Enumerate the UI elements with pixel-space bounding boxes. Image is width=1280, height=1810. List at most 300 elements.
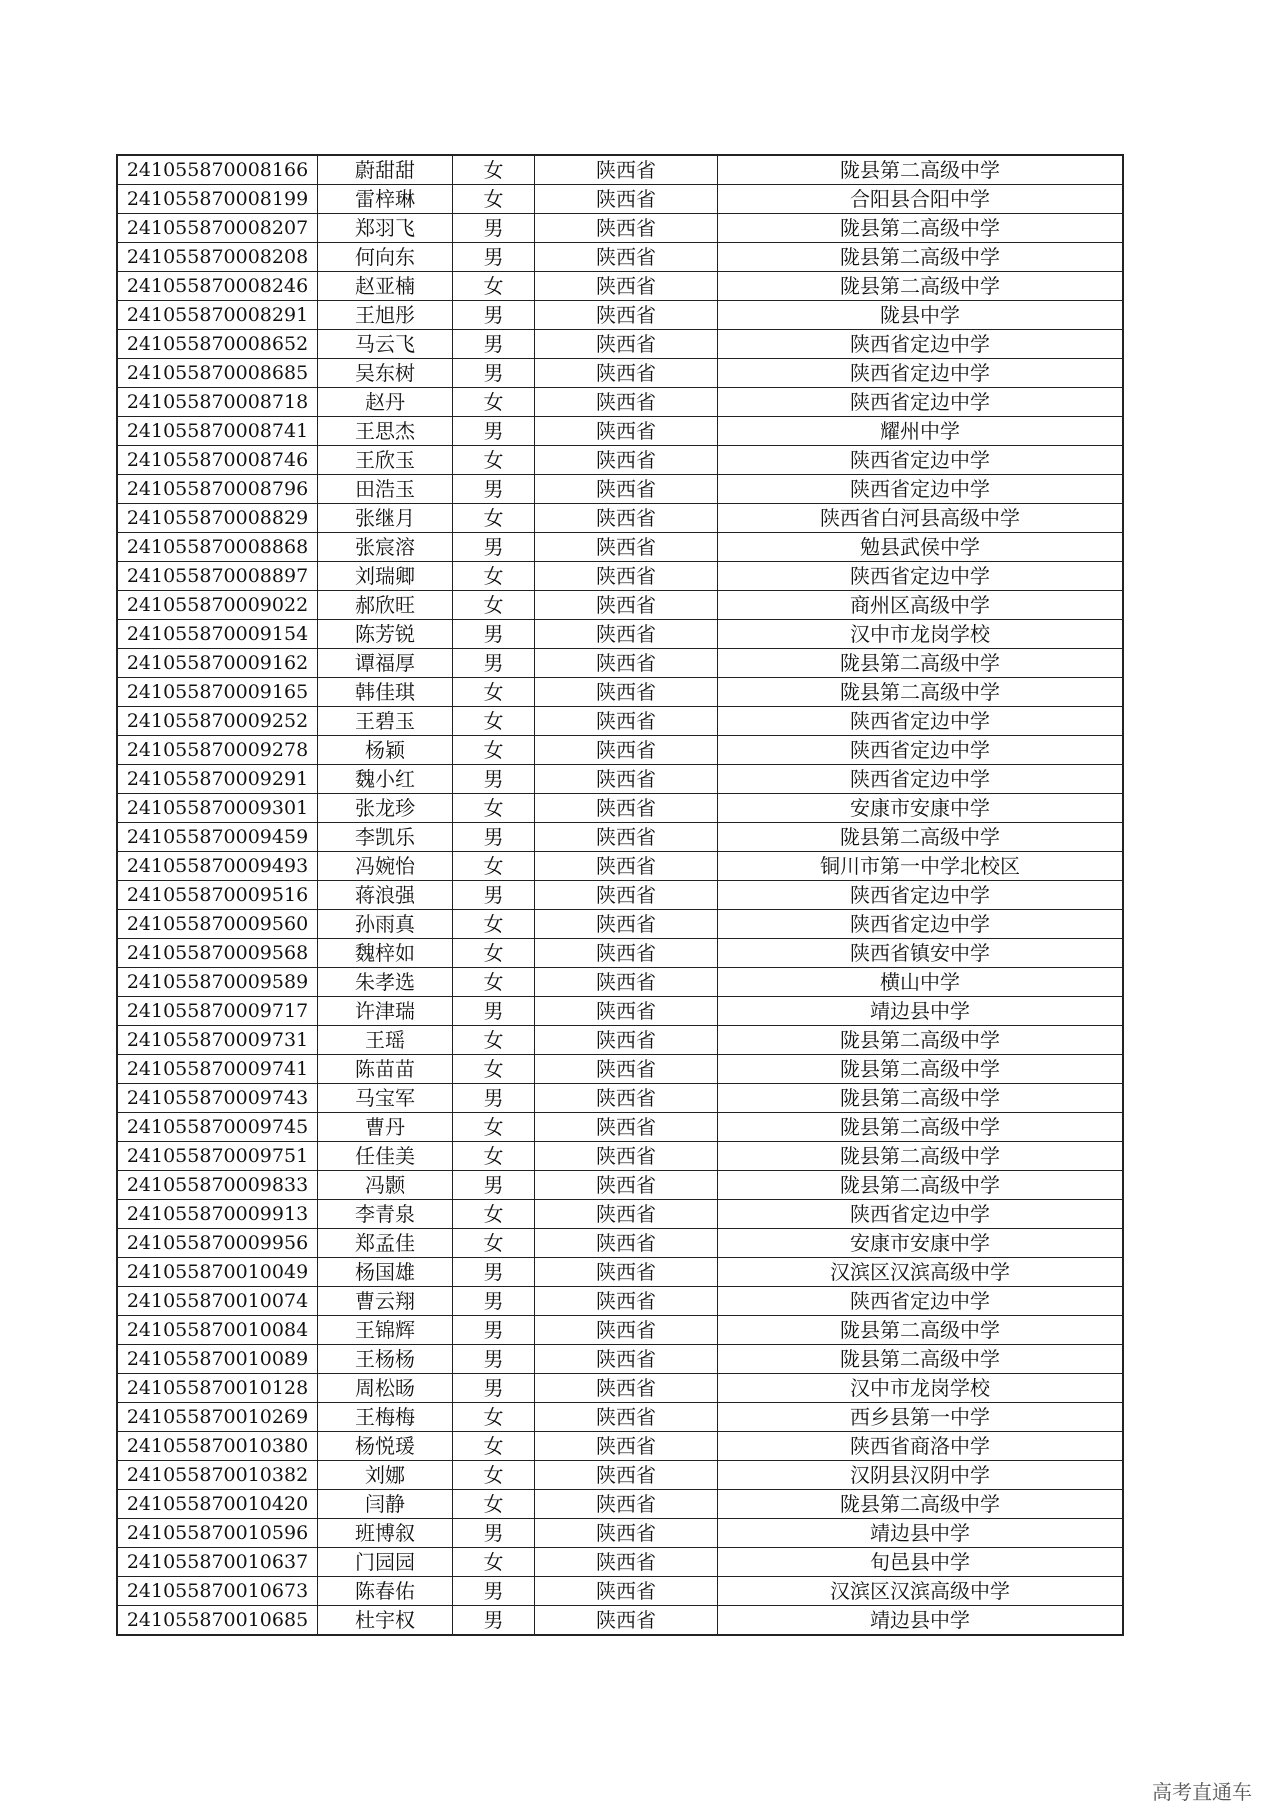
gender-cell: 女 xyxy=(453,1490,535,1519)
province-cell: 陕西省 xyxy=(535,417,718,446)
exam-number-cell: 241055870009568 xyxy=(117,939,318,968)
exam-number-cell: 241055870010128 xyxy=(117,1374,318,1403)
table-row xyxy=(117,1316,1123,1345)
name-cell: 刘娜 xyxy=(318,1461,453,1490)
table-row xyxy=(117,765,1123,794)
school-cell: 陇县第二高级中学 xyxy=(718,1316,1124,1345)
table-row xyxy=(117,1577,1123,1606)
school-cell: 陇县中学 xyxy=(718,301,1124,330)
gender-cell: 男 xyxy=(453,301,535,330)
gender-cell: 男 xyxy=(453,330,535,359)
exam-number-cell: 241055870008291 xyxy=(117,301,318,330)
table-row xyxy=(117,939,1123,968)
exam-number-cell: 241055870009022 xyxy=(117,591,318,620)
gender-cell: 男 xyxy=(453,1287,535,1316)
school-cell: 陇县第二高级中学 xyxy=(718,678,1124,707)
name-cell: 陈苗苗 xyxy=(318,1055,453,1084)
table-row xyxy=(117,1171,1123,1200)
gender-cell: 女 xyxy=(453,678,535,707)
table-row xyxy=(117,823,1123,852)
school-cell: 靖边县中学 xyxy=(718,997,1124,1026)
name-cell: 曹云翔 xyxy=(318,1287,453,1316)
gender-cell: 女 xyxy=(453,504,535,533)
school-cell: 商州区高级中学 xyxy=(718,591,1124,620)
student-table xyxy=(116,154,1124,1636)
table-row xyxy=(117,243,1123,272)
school-cell: 汉中市龙岗学校 xyxy=(718,620,1124,649)
school-cell: 陕西省商洛中学 xyxy=(718,1432,1124,1461)
school-cell: 陇县第二高级中学 xyxy=(718,1171,1124,1200)
province-cell: 陕西省 xyxy=(535,678,718,707)
name-cell: 张继月 xyxy=(318,504,453,533)
province-cell: 陕西省 xyxy=(535,881,718,910)
table-row xyxy=(117,1229,1123,1258)
gender-cell: 女 xyxy=(453,852,535,881)
exam-number-cell: 241055870009165 xyxy=(117,678,318,707)
table-row xyxy=(117,1200,1123,1229)
table-row xyxy=(117,475,1123,504)
name-cell: 王瑶 xyxy=(318,1026,453,1055)
gender-cell: 女 xyxy=(453,272,535,301)
gender-cell: 女 xyxy=(453,591,535,620)
name-cell: 蒋浪强 xyxy=(318,881,453,910)
gender-cell: 女 xyxy=(453,794,535,823)
exam-number-cell: 241055870009291 xyxy=(117,765,318,794)
table-row xyxy=(117,301,1123,330)
gender-cell: 女 xyxy=(453,1548,535,1577)
gender-cell: 男 xyxy=(453,1606,535,1636)
school-cell: 安康市安康中学 xyxy=(718,794,1124,823)
exam-number-cell: 241055870008897 xyxy=(117,562,318,591)
gender-cell: 男 xyxy=(453,214,535,243)
school-cell: 陕西省定边中学 xyxy=(718,330,1124,359)
province-cell: 陕西省 xyxy=(535,1432,718,1461)
table-row xyxy=(117,1606,1123,1636)
name-cell: 曹丹 xyxy=(318,1113,453,1142)
name-cell: 周松旸 xyxy=(318,1374,453,1403)
table-row xyxy=(117,1403,1123,1432)
school-cell: 陕西省定边中学 xyxy=(718,475,1124,504)
province-cell: 陕西省 xyxy=(535,794,718,823)
gender-cell: 男 xyxy=(453,475,535,504)
province-cell: 陕西省 xyxy=(535,649,718,678)
table-row xyxy=(117,388,1123,417)
province-cell: 陕西省 xyxy=(535,939,718,968)
table-row xyxy=(117,1345,1123,1374)
province-cell: 陕西省 xyxy=(535,1258,718,1287)
exam-number-cell: 241055870010089 xyxy=(117,1345,318,1374)
name-cell: 马云飞 xyxy=(318,330,453,359)
gender-cell: 男 xyxy=(453,1577,535,1606)
name-cell: 任佳美 xyxy=(318,1142,453,1171)
school-cell: 陇县第二高级中学 xyxy=(718,1345,1124,1374)
gender-cell: 男 xyxy=(453,881,535,910)
name-cell: 张宸溶 xyxy=(318,533,453,562)
gender-cell: 男 xyxy=(453,620,535,649)
name-cell: 马宝军 xyxy=(318,1084,453,1113)
name-cell: 王锦辉 xyxy=(318,1316,453,1345)
exam-number-cell: 241055870009301 xyxy=(117,794,318,823)
exam-number-cell: 241055870008718 xyxy=(117,388,318,417)
table-row xyxy=(117,997,1123,1026)
name-cell: 杨国雄 xyxy=(318,1258,453,1287)
school-cell: 陇县第二高级中学 xyxy=(718,272,1124,301)
table-row xyxy=(117,1461,1123,1490)
table-row xyxy=(117,1287,1123,1316)
exam-number-cell: 241055870010049 xyxy=(117,1258,318,1287)
school-cell: 陕西省定边中学 xyxy=(718,707,1124,736)
school-cell: 陕西省定边中学 xyxy=(718,446,1124,475)
exam-number-cell: 241055870009731 xyxy=(117,1026,318,1055)
table-row xyxy=(117,620,1123,649)
province-cell: 陕西省 xyxy=(535,765,718,794)
name-cell: 王欣玉 xyxy=(318,446,453,475)
school-cell: 陇县第二高级中学 xyxy=(718,1490,1124,1519)
exam-number-cell: 241055870009493 xyxy=(117,852,318,881)
table-row xyxy=(117,533,1123,562)
province-cell: 陕西省 xyxy=(535,330,718,359)
exam-number-cell: 241055870009741 xyxy=(117,1055,318,1084)
school-cell: 陕西省定边中学 xyxy=(718,736,1124,765)
province-cell: 陕西省 xyxy=(535,359,718,388)
table-row xyxy=(117,910,1123,939)
gender-cell: 女 xyxy=(453,736,535,765)
name-cell: 郑羽飞 xyxy=(318,214,453,243)
exam-number-cell: 241055870009913 xyxy=(117,1200,318,1229)
gender-cell: 男 xyxy=(453,1519,535,1548)
province-cell: 陕西省 xyxy=(535,1171,718,1200)
name-cell: 赵丹 xyxy=(318,388,453,417)
school-cell: 陕西省定边中学 xyxy=(718,359,1124,388)
province-cell: 陕西省 xyxy=(535,1113,718,1142)
gender-cell: 男 xyxy=(453,1374,535,1403)
province-cell: 陕西省 xyxy=(535,1519,718,1548)
table-row xyxy=(117,881,1123,910)
school-cell: 靖边县中学 xyxy=(718,1606,1124,1636)
province-cell: 陕西省 xyxy=(535,1055,718,1084)
exam-number-cell: 241055870010269 xyxy=(117,1403,318,1432)
table-row xyxy=(117,794,1123,823)
name-cell: 王梅梅 xyxy=(318,1403,453,1432)
table-row xyxy=(117,1519,1123,1548)
exam-number-cell: 241055870009745 xyxy=(117,1113,318,1142)
table-row xyxy=(117,591,1123,620)
table-row xyxy=(117,185,1123,214)
province-cell: 陕西省 xyxy=(535,1461,718,1490)
exam-number-cell: 241055870008829 xyxy=(117,504,318,533)
province-cell: 陕西省 xyxy=(535,185,718,214)
exam-number-cell: 241055870008685 xyxy=(117,359,318,388)
exam-number-cell: 241055870009743 xyxy=(117,1084,318,1113)
table-row xyxy=(117,504,1123,533)
province-cell: 陕西省 xyxy=(535,736,718,765)
school-cell: 陕西省定边中学 xyxy=(718,388,1124,417)
exam-number-cell: 241055870008796 xyxy=(117,475,318,504)
exam-number-cell: 241055870008868 xyxy=(117,533,318,562)
exam-number-cell: 241055870009956 xyxy=(117,1229,318,1258)
name-cell: 班博叙 xyxy=(318,1519,453,1548)
school-cell: 陇县第二高级中学 xyxy=(718,1026,1124,1055)
exam-number-cell: 241055870010084 xyxy=(117,1316,318,1345)
gender-cell: 女 xyxy=(453,1026,535,1055)
gender-cell: 男 xyxy=(453,1316,535,1345)
gender-cell: 女 xyxy=(453,910,535,939)
school-cell: 汉阴县汉阴中学 xyxy=(718,1461,1124,1490)
school-cell: 陕西省镇安中学 xyxy=(718,939,1124,968)
school-cell: 靖边县中学 xyxy=(718,1519,1124,1548)
school-cell: 陕西省定边中学 xyxy=(718,1200,1124,1229)
school-cell: 合阳县合阳中学 xyxy=(718,185,1124,214)
table-row xyxy=(117,1548,1123,1577)
name-cell: 刘瑞卿 xyxy=(318,562,453,591)
province-cell: 陕西省 xyxy=(535,504,718,533)
exam-number-cell: 241055870009751 xyxy=(117,1142,318,1171)
gender-cell: 女 xyxy=(453,388,535,417)
school-cell: 陇县第二高级中学 xyxy=(718,649,1124,678)
province-cell: 陕西省 xyxy=(535,1142,718,1171)
table-row xyxy=(117,736,1123,765)
gender-cell: 男 xyxy=(453,359,535,388)
table-row xyxy=(117,1258,1123,1287)
school-cell: 汉中市龙岗学校 xyxy=(718,1374,1124,1403)
school-cell: 铜川市第一中学北校区 xyxy=(718,852,1124,881)
exam-number-cell: 241055870010673 xyxy=(117,1577,318,1606)
exam-number-cell: 241055870009459 xyxy=(117,823,318,852)
province-cell: 陕西省 xyxy=(535,1606,718,1636)
gender-cell: 女 xyxy=(453,185,535,214)
gender-cell: 女 xyxy=(453,1403,535,1432)
exam-number-cell: 241055870008741 xyxy=(117,417,318,446)
province-cell: 陕西省 xyxy=(535,823,718,852)
name-cell: 魏小红 xyxy=(318,765,453,794)
school-cell: 西乡县第一中学 xyxy=(718,1403,1124,1432)
exam-number-cell: 241055870009717 xyxy=(117,997,318,1026)
province-cell: 陕西省 xyxy=(535,1229,718,1258)
name-cell: 孙雨真 xyxy=(318,910,453,939)
gender-cell: 女 xyxy=(453,562,535,591)
exam-number-cell: 241055870009154 xyxy=(117,620,318,649)
school-cell: 陇县第二高级中学 xyxy=(718,1142,1124,1171)
gender-cell: 男 xyxy=(453,243,535,272)
province-cell: 陕西省 xyxy=(535,243,718,272)
table-row xyxy=(117,1055,1123,1084)
gender-cell: 男 xyxy=(453,417,535,446)
province-cell: 陕西省 xyxy=(535,707,718,736)
school-cell: 陕西省定边中学 xyxy=(718,1287,1124,1316)
student-table-body xyxy=(117,155,1123,1635)
name-cell: 魏梓如 xyxy=(318,939,453,968)
exam-number-cell: 241055870008246 xyxy=(117,272,318,301)
school-cell: 陇县第二高级中学 xyxy=(718,155,1124,185)
name-cell: 陈春佑 xyxy=(318,1577,453,1606)
exam-number-cell: 241055870010420 xyxy=(117,1490,318,1519)
province-cell: 陕西省 xyxy=(535,1026,718,1055)
gender-cell: 女 xyxy=(453,939,535,968)
exam-number-cell: 241055870009833 xyxy=(117,1171,318,1200)
name-cell: 杜宇权 xyxy=(318,1606,453,1636)
province-cell: 陕西省 xyxy=(535,475,718,504)
gender-cell: 女 xyxy=(453,1461,535,1490)
school-cell: 陕西省定边中学 xyxy=(718,910,1124,939)
name-cell: 冯颢 xyxy=(318,1171,453,1200)
province-cell: 陕西省 xyxy=(535,591,718,620)
gender-cell: 女 xyxy=(453,155,535,185)
province-cell: 陕西省 xyxy=(535,910,718,939)
school-cell: 陇县第二高级中学 xyxy=(718,214,1124,243)
name-cell: 王碧玉 xyxy=(318,707,453,736)
exam-number-cell: 241055870010596 xyxy=(117,1519,318,1548)
province-cell: 陕西省 xyxy=(535,214,718,243)
province-cell: 陕西省 xyxy=(535,1084,718,1113)
province-cell: 陕西省 xyxy=(535,1200,718,1229)
school-cell: 安康市安康中学 xyxy=(718,1229,1124,1258)
exam-number-cell: 241055870009589 xyxy=(117,968,318,997)
school-cell: 陇县第二高级中学 xyxy=(718,1055,1124,1084)
table-row xyxy=(117,1113,1123,1142)
table-row xyxy=(117,359,1123,388)
exam-number-cell: 241055870008208 xyxy=(117,243,318,272)
school-cell: 汉滨区汉滨高级中学 xyxy=(718,1577,1124,1606)
gender-cell: 女 xyxy=(453,1200,535,1229)
name-cell: 谭福厚 xyxy=(318,649,453,678)
name-cell: 张龙珍 xyxy=(318,794,453,823)
table-row xyxy=(117,678,1123,707)
school-cell: 陇县第二高级中学 xyxy=(718,823,1124,852)
school-cell: 陇县第二高级中学 xyxy=(718,1113,1124,1142)
table-row xyxy=(117,1142,1123,1171)
school-cell: 陕西省定边中学 xyxy=(718,562,1124,591)
table-row xyxy=(117,214,1123,243)
province-cell: 陕西省 xyxy=(535,852,718,881)
exam-number-cell: 241055870009162 xyxy=(117,649,318,678)
province-cell: 陕西省 xyxy=(535,968,718,997)
table-row xyxy=(117,446,1123,475)
gender-cell: 男 xyxy=(453,765,535,794)
name-cell: 雷梓琳 xyxy=(318,185,453,214)
school-cell: 汉滨区汉滨高级中学 xyxy=(718,1258,1124,1287)
name-cell: 赵亚楠 xyxy=(318,272,453,301)
name-cell: 陈芳锐 xyxy=(318,620,453,649)
exam-number-cell: 241055870009560 xyxy=(117,910,318,939)
exam-number-cell: 241055870009516 xyxy=(117,881,318,910)
name-cell: 王旭彤 xyxy=(318,301,453,330)
name-cell: 许津瑞 xyxy=(318,997,453,1026)
table-row xyxy=(117,852,1123,881)
name-cell: 门园园 xyxy=(318,1548,453,1577)
table-row xyxy=(117,1432,1123,1461)
province-cell: 陕西省 xyxy=(535,301,718,330)
school-cell: 横山中学 xyxy=(718,968,1124,997)
gender-cell: 男 xyxy=(453,649,535,678)
gender-cell: 女 xyxy=(453,1142,535,1171)
name-cell: 朱孝选 xyxy=(318,968,453,997)
school-cell: 耀州中学 xyxy=(718,417,1124,446)
province-cell: 陕西省 xyxy=(535,997,718,1026)
gender-cell: 女 xyxy=(453,446,535,475)
province-cell: 陕西省 xyxy=(535,620,718,649)
name-cell: 郑孟佳 xyxy=(318,1229,453,1258)
province-cell: 陕西省 xyxy=(535,1287,718,1316)
province-cell: 陕西省 xyxy=(535,388,718,417)
exam-number-cell: 241055870010382 xyxy=(117,1461,318,1490)
table-row xyxy=(117,417,1123,446)
name-cell: 蔚甜甜 xyxy=(318,155,453,185)
name-cell: 李凯乐 xyxy=(318,823,453,852)
gender-cell: 男 xyxy=(453,1258,535,1287)
school-cell: 陕西省定边中学 xyxy=(718,765,1124,794)
gender-cell: 女 xyxy=(453,1113,535,1142)
name-cell: 李青泉 xyxy=(318,1200,453,1229)
table-row xyxy=(117,1084,1123,1113)
province-cell: 陕西省 xyxy=(535,1374,718,1403)
province-cell: 陕西省 xyxy=(535,1548,718,1577)
name-cell: 韩佳琪 xyxy=(318,678,453,707)
table-row xyxy=(117,272,1123,301)
table-row xyxy=(117,968,1123,997)
name-cell: 王思杰 xyxy=(318,417,453,446)
table-row xyxy=(117,562,1123,591)
province-cell: 陕西省 xyxy=(535,1490,718,1519)
gender-cell: 男 xyxy=(453,997,535,1026)
table-row xyxy=(117,330,1123,359)
gender-cell: 男 xyxy=(453,1084,535,1113)
table-row xyxy=(117,1026,1123,1055)
province-cell: 陕西省 xyxy=(535,272,718,301)
watermark-text: 高考直通车 xyxy=(1152,1780,1252,1804)
name-cell: 田浩玉 xyxy=(318,475,453,504)
school-cell: 旬邑县中学 xyxy=(718,1548,1124,1577)
exam-number-cell: 241055870008207 xyxy=(117,214,318,243)
gender-cell: 女 xyxy=(453,968,535,997)
name-cell: 何向东 xyxy=(318,243,453,272)
exam-number-cell: 241055870008166 xyxy=(117,155,318,185)
exam-number-cell: 241055870008199 xyxy=(117,185,318,214)
gender-cell: 男 xyxy=(453,1171,535,1200)
province-cell: 陕西省 xyxy=(535,533,718,562)
gender-cell: 男 xyxy=(453,823,535,852)
exam-number-cell: 241055870009252 xyxy=(117,707,318,736)
exam-number-cell: 241055870010380 xyxy=(117,1432,318,1461)
exam-number-cell: 241055870008746 xyxy=(117,446,318,475)
gender-cell: 男 xyxy=(453,1345,535,1374)
table-row xyxy=(117,155,1123,185)
table-row xyxy=(117,649,1123,678)
school-cell: 陇县第二高级中学 xyxy=(718,243,1124,272)
gender-cell: 女 xyxy=(453,707,535,736)
school-cell: 陕西省白河县高级中学 xyxy=(718,504,1124,533)
name-cell: 闫静 xyxy=(318,1490,453,1519)
province-cell: 陕西省 xyxy=(535,1345,718,1374)
table-row xyxy=(117,1374,1123,1403)
school-cell: 陇县第二高级中学 xyxy=(718,1084,1124,1113)
exam-number-cell: 241055870010685 xyxy=(117,1606,318,1636)
gender-cell: 女 xyxy=(453,1055,535,1084)
name-cell: 郝欣旺 xyxy=(318,591,453,620)
school-cell: 陕西省定边中学 xyxy=(718,881,1124,910)
exam-number-cell: 241055870008652 xyxy=(117,330,318,359)
exam-number-cell: 241055870010637 xyxy=(117,1548,318,1577)
exam-number-cell: 241055870009278 xyxy=(117,736,318,765)
province-cell: 陕西省 xyxy=(535,562,718,591)
name-cell: 王杨杨 xyxy=(318,1345,453,1374)
school-cell: 勉县武侯中学 xyxy=(718,533,1124,562)
table-row xyxy=(117,707,1123,736)
name-cell: 杨颖 xyxy=(318,736,453,765)
name-cell: 冯婉怡 xyxy=(318,852,453,881)
table-row xyxy=(117,1490,1123,1519)
province-cell: 陕西省 xyxy=(535,155,718,185)
province-cell: 陕西省 xyxy=(535,1316,718,1345)
